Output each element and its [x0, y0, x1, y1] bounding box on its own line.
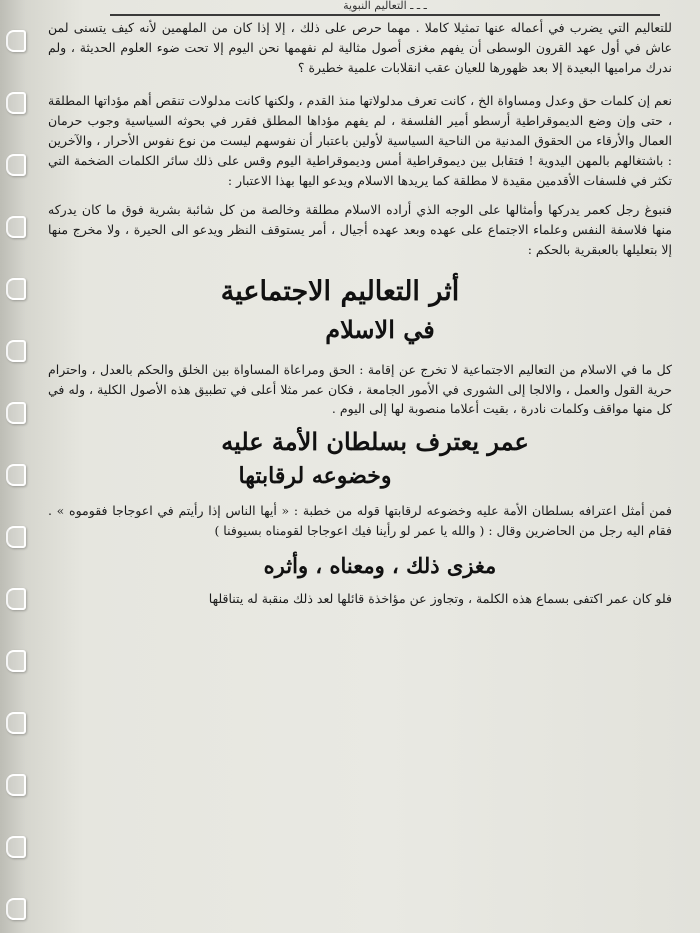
section-heading-nation-authority: عمر يعترف بسلطان الأمة عليه [221, 427, 529, 457]
binding-ring [6, 650, 26, 672]
section-heading-nation-authority-line2: وخضوعه لرقابتها [238, 463, 392, 490]
binding-ring [6, 340, 26, 362]
section-heading-meaning: مغزى ذلك ، ومعناه ، وأثره [263, 552, 497, 578]
binding-ring [6, 836, 26, 858]
binding-ring [6, 30, 26, 52]
spiral-binding [0, 0, 26, 933]
binding-ring [6, 216, 26, 238]
paragraph-meaning: فلو كان عمر اكتفى بسماع هذه الكلمة ، وتجاوز عن مؤاخذة قائلها لعد ذلك منقبة له يتناقلها [208, 590, 672, 606]
binding-ring [6, 464, 26, 486]
binding-ring [6, 898, 26, 920]
binding-ring [6, 588, 26, 610]
paragraph-umar-genius: فنبوغ رجل كعمر يدركها وأمثالها على الوجه الذي أراده الاسلام مطلقة وخالصة من كل شائبة بشرية فوق ما كان يدركه منها فلاسفة النفس وعلماء الاجتماع على عهده وبعد عهده أجيال ، أمر يستوقف النظر ويدعو الى الحيرة ، ولا مخرج منها إلا بتعليلها بالعبقرية بالحكم : [48, 202, 672, 257]
paragraph-nation-authority: فمن أمثل اعترافه بسلطان الأمة عليه وخضوعه لرقابتها قوله من خطبة : « أيها الناس إذا رأيتم في اعوجاجا فقوموه » . فقام اليه رجل من الحاضرين وقال : ( والله يا عمر لو رأينا فيك اعوجاجا لقومناه بسيوفنا ) [48, 503, 672, 538]
section-heading-social-teachings-line2: في الاسلام [325, 314, 435, 344]
section-heading-social-teachings: أثر التعاليم الاجتماعية [220, 275, 460, 307]
binding-ring [6, 526, 26, 548]
binding-ring [6, 278, 26, 300]
binding-ring [6, 92, 26, 114]
page-body [48, 18, 672, 609]
binding-ring [6, 712, 26, 734]
binding-ring [6, 774, 26, 796]
binding-ring [6, 402, 26, 424]
running-header: ـ ـ ـ التعاليم النبوية [110, 0, 660, 16]
paragraph-intro: للتعاليم التي يضرب في أعماله عنها تمثيلا كاملا . مهما حرص على ذلك ، إلا إذا كان من الملهمين لأنه كيف يتسنى لمن عاش في أول عهد القرون الوسطى أن يفهم مغزى أصول مثالية لم نفهمها نحن اليوم إلا تحت ضوء العلوم الحديثة ، ولم ندرك مراميها البعيدة إلا بعد ظهورها للعيان عقب انقلابات علمية خطيرة ؟ [48, 20, 672, 75]
binding-ring [6, 154, 26, 176]
paragraph-justice-concepts: نعم إن كلمات حق وعدل ومساواة الخ ، كانت تعرف مدلولاتها منذ القدم ، ولكنها كانت مدلولات تنقص أهم مؤداتها المطلقة ، حتى وإن وضع الديموقراطية أرسطو أمير الفلسفة ، لم يفهم مؤداها المطلق فقرر في بحوثه السياسية وجوب حرمان العمال والأرقاء من الحقوق المدنية من الناحية السياسية لأولين باعتبار أن نفوسهم ليست من نوع نفوس الأحرار ، والآخرين : باشتغالهم بالمهن اليدوية ! فتقابل بين ديموقراطية أمس وديموقراطية اليوم وقس على ذلك سائر الكلمات الضخمة التي تكثر في فلسفات الأقدمين مقيدة لا مطلقة كما يريدها الاسلام ويدعو اليها بهذا الاعتبار : [48, 93, 672, 188]
paragraph-social-teachings: كل ما في الاسلام من التعاليم الاجتماعية لا تخرج عن إقامة : الحق ومراعاة المساواة بين الخلق والحكم بالعدل ، واحترام حرية القول والعمل ، والالجا إلى الشورى في الأمور الجامعة ، فكان عمر مثلا أعلى في تطبيق هذه الأصول الكلية ، وله في كل منها مواقف وكلمات نادرة ، بقيت أعلاما منصوبة لها إلى اليوم . [48, 361, 672, 417]
